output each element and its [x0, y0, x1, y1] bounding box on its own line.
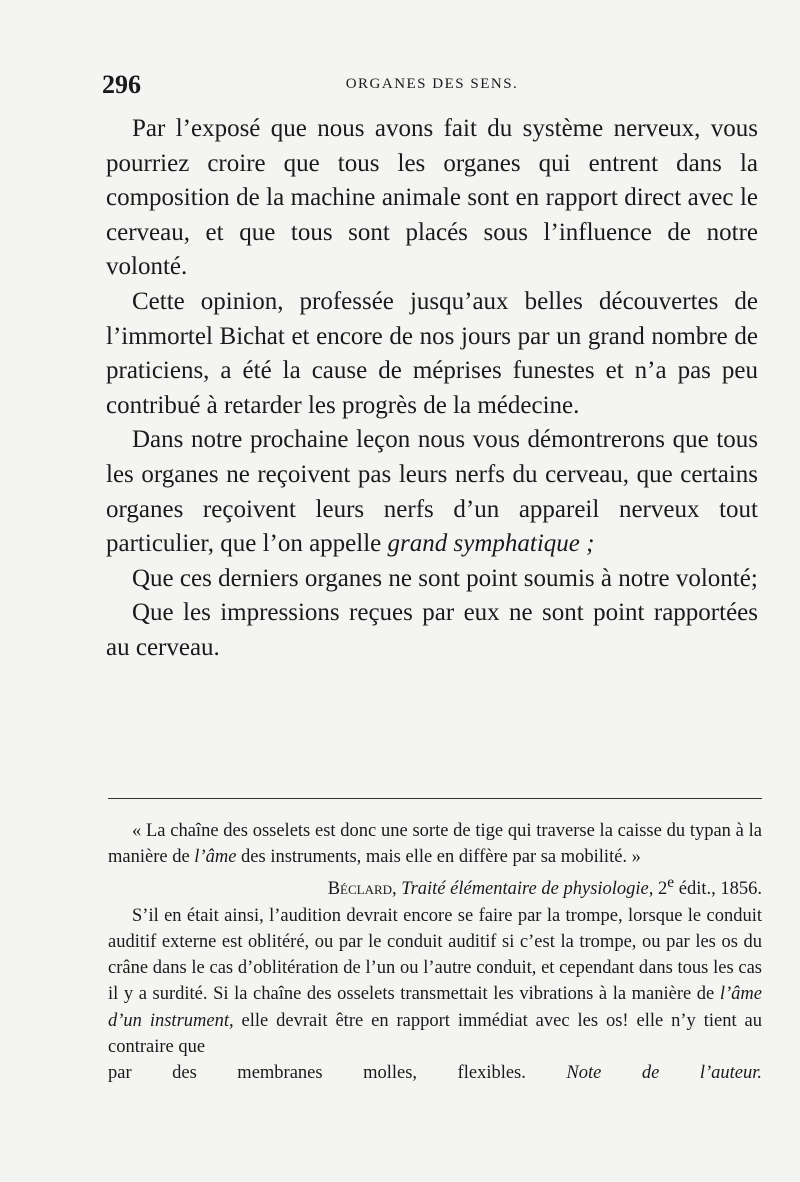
citation-title: Traité élémentaire de physiologie,	[401, 879, 654, 900]
footnote-citation	[108, 870, 762, 902]
footnote-last-line	[108, 1060, 762, 1086]
citation-edition-num: 2	[658, 879, 668, 900]
footnote-para-last: par des membranes molles, flexibles.	[108, 1062, 526, 1083]
paragraph-3-italic: grand symphatique ;	[387, 530, 595, 558]
main-text	[106, 112, 758, 666]
footnote-quote	[108, 818, 762, 870]
footnote-para-b: elle devrait être en rapport immédiat avec les os! elle n’y tient au contraire que	[108, 1010, 762, 1057]
footnote-quote-a: « La chaîne des osselets est donc une sorte de tige qui traverse la caisse du typan à la manière de	[108, 821, 762, 868]
footnote-note-author: Note de l’auteur.	[566, 1062, 763, 1083]
citation-edition-rest: édit., 1856.	[678, 879, 762, 900]
paragraph-5: Que les impressions reçues par eux ne sont point rapportées au cerveau.	[106, 599, 758, 661]
page-number: 296	[102, 70, 141, 99]
footnote-quote-b: des instruments, mais elle en diffère par sa mobilité. »	[241, 847, 641, 868]
citation-edition-sup: e	[667, 874, 675, 892]
footnote-para-italic: l’âme d’un instrument,	[108, 984, 762, 1031]
paragraph-2: Cette opinion, professée jusqu’aux belles découvertes de l’immortel Bichat et encore de nos jours par un grand nombre de praticiens, a été la cause de méprises funestes et n’a pas peu contribué à retarder les progrès de la médecine.	[106, 287, 758, 419]
footnote-para-a: S’il en était ainsi, l’audition devrait encore se faire par la trompe, lorsque le conduit auditif externe est oblitéré, ou par le conduit auditif si c’est la trompe, ou par les os du crâne dans le cas d’oblitération de l’un ou l’autre conduit, et cependant dans tous les cas il y a surdité. Si la chaîne des osselets transmettait les vibrations à la manière de	[108, 905, 762, 1005]
page-header	[102, 70, 762, 102]
paragraph-1: Par l’exposé que nous avons fait du système nerveux, vous pourriez croire que tous les organes qui entrent dans la composition de la machine animale sont en rapport direct avec le cerveau, et que tous sont placés sous l’influence de notre volonté.	[106, 115, 758, 281]
citation-author: Béclard,	[327, 879, 397, 900]
running-title: ORGANES DES SENS.	[345, 76, 519, 92]
footnote-divider	[108, 798, 762, 799]
footnote-quote-italic: l’âme	[194, 847, 237, 868]
footnote-block	[108, 818, 762, 1086]
footnote-paragraph	[108, 903, 762, 1060]
paragraph-4: Que ces derniers organes ne sont point soumis à notre volonté;	[132, 564, 758, 592]
paragraph-3	[106, 423, 758, 561]
paragraph-3-text: Dans notre prochaine leçon nous vous démontrerons que tous les organes ne reçoivent pas leurs nerfs du cerveau, que certains organes reçoivent leurs nerfs d’un appareil nerveux tout particulier, que l’on appelle	[106, 426, 758, 558]
